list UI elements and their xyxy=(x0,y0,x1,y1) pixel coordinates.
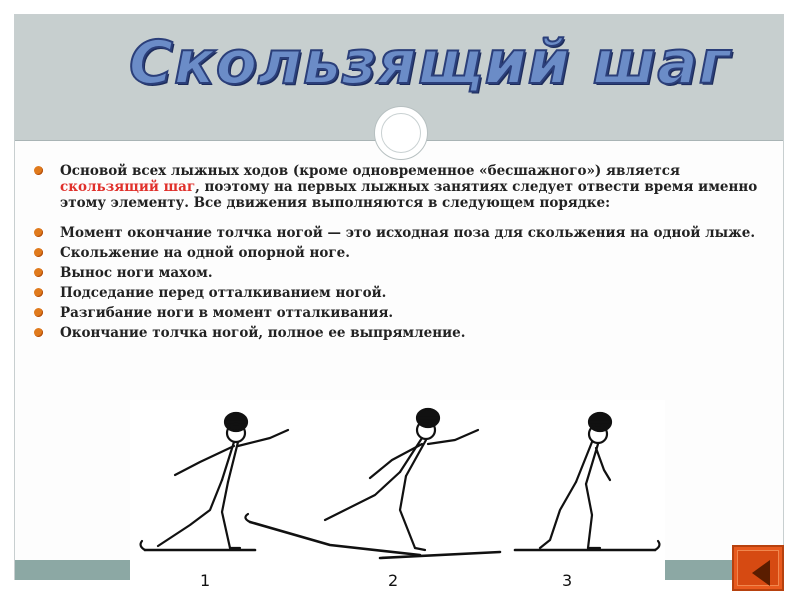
list-item-text: Момент окончание толчка ногой — это исходная поза для скольжения на одной лыже. xyxy=(60,225,756,241)
header-medallion xyxy=(374,106,428,160)
back-nav-button[interactable] xyxy=(732,545,784,591)
list-item-text: Скольжение на одной опорной ноге. xyxy=(60,245,350,261)
bullet-icon xyxy=(34,248,43,257)
bullet-list xyxy=(34,163,774,345)
bullet-icon xyxy=(34,288,43,297)
bullet-icon xyxy=(34,268,43,277)
figure-label-3: 3 xyxy=(562,571,573,590)
figure-label-1: 1 xyxy=(200,571,211,590)
list-item xyxy=(34,265,774,281)
list-item-text: Окончание толчка ногой, полное ее выпрямление. xyxy=(60,325,466,341)
skier-drawing xyxy=(130,400,665,590)
figure-label-2: 2 xyxy=(388,571,399,590)
slide-title: Скользящий шаг xyxy=(128,28,732,98)
bullet-icon xyxy=(34,308,43,317)
skier-illustration xyxy=(130,400,665,590)
intro-text-end: , поэтому на первых лыжных занятиях следует отвести время именно этому элементу. Все движения выполняются в следующем порядке: xyxy=(60,179,758,211)
highlight-term: скользящий шаг xyxy=(60,179,196,195)
list-item-text: Разгибание ноги в момент отталкивания. xyxy=(60,305,394,321)
list-item xyxy=(34,245,774,261)
list-item xyxy=(34,325,774,341)
skier-figure-3 xyxy=(515,413,659,550)
bullet-icon xyxy=(34,166,43,175)
bullet-icon xyxy=(34,328,43,337)
list-item xyxy=(34,225,774,241)
back-arrow-icon xyxy=(752,560,770,586)
back-nav-button-face[interactable] xyxy=(737,550,779,586)
list-item xyxy=(34,305,774,321)
medallion-ring xyxy=(381,113,421,153)
bullet-icon xyxy=(34,228,43,237)
list-item xyxy=(34,285,774,301)
list-item xyxy=(34,163,774,211)
list-item-text: Подседание перед отталкиванием ногой. xyxy=(60,285,387,301)
skier-figure-1 xyxy=(141,413,288,550)
list-item-text: Вынос ноги махом. xyxy=(60,265,213,281)
intro-text-start: Основой всех лыжных ходов (кроме одновременное «бесшажного») является xyxy=(60,163,680,179)
